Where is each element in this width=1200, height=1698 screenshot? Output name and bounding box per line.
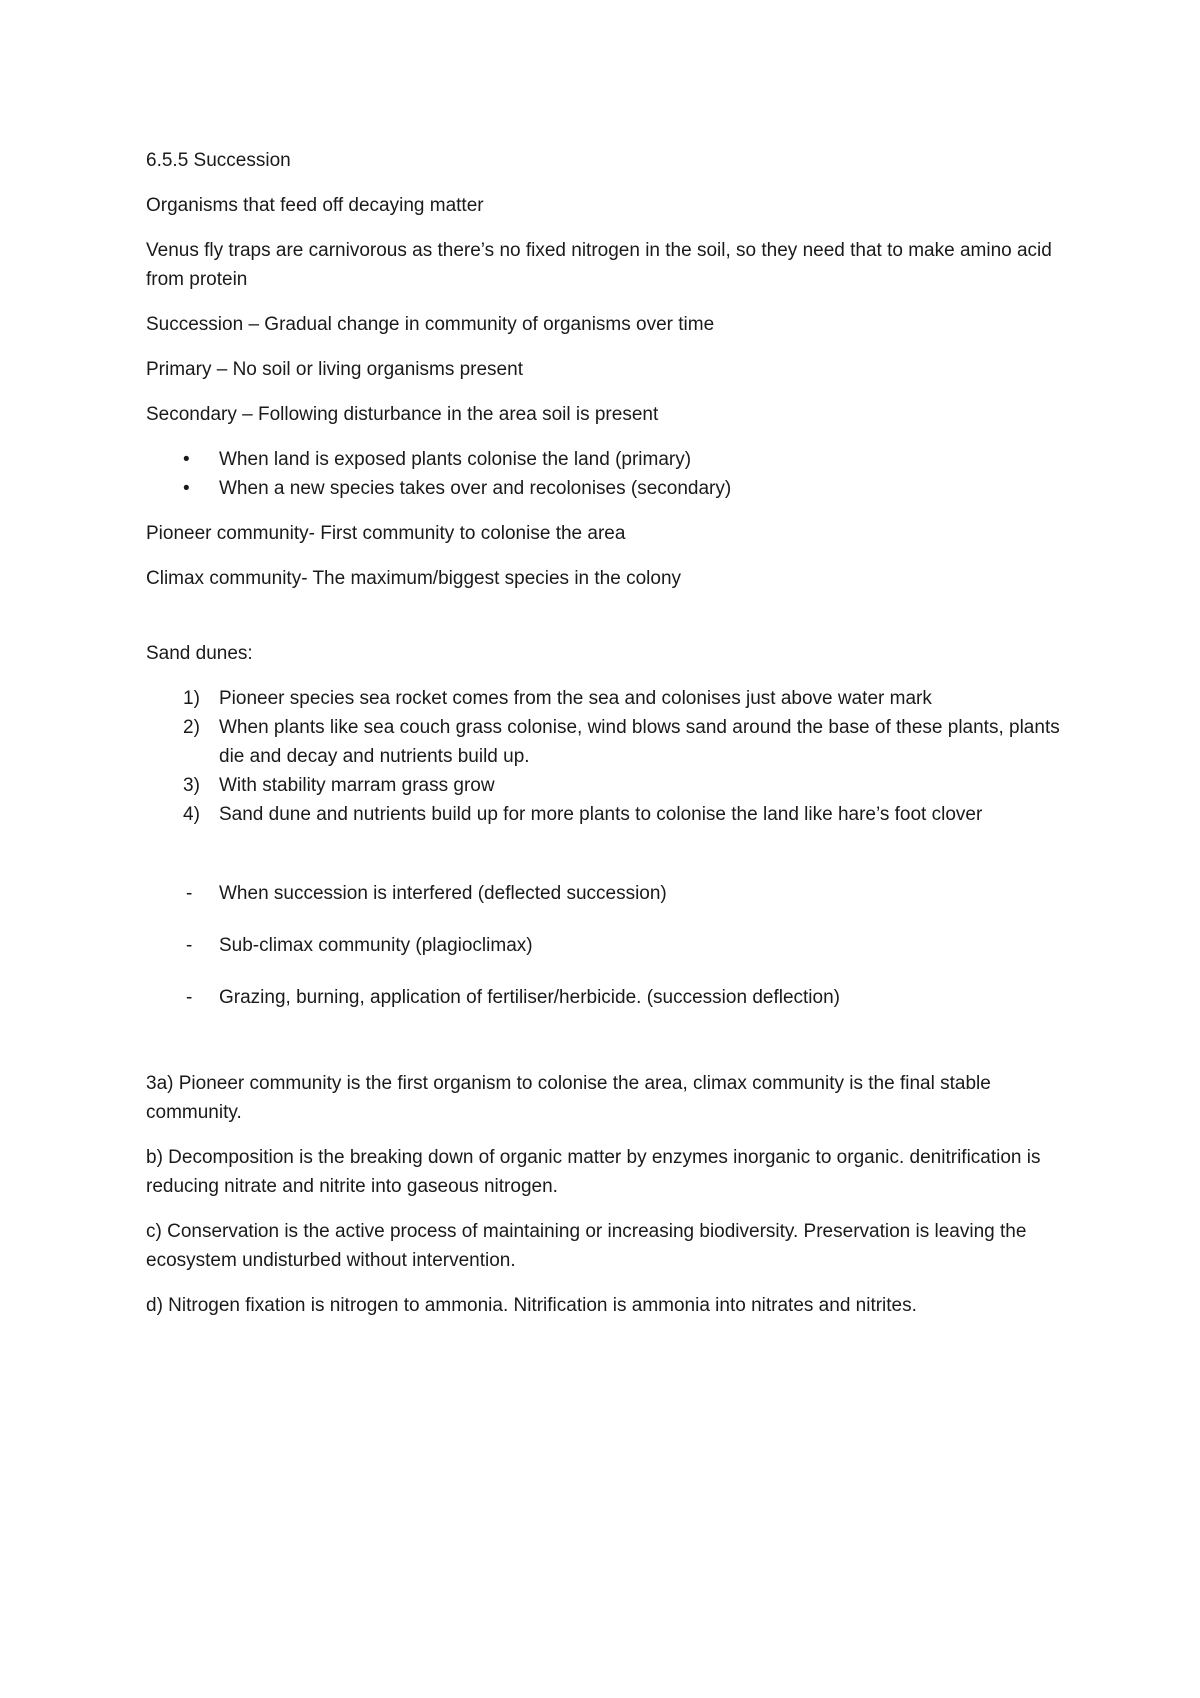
step-text: With stability marram grass grow xyxy=(219,775,495,796)
bullet-marker: • xyxy=(183,478,190,499)
dash-list xyxy=(146,879,1086,1012)
list-item-text: When a new species takes over and recolonises (secondary) xyxy=(219,478,732,499)
sand-dunes-steps xyxy=(146,684,1086,829)
step-number: 4) xyxy=(183,804,200,825)
dash-marker: - xyxy=(186,935,193,956)
section-heading: 6.5.5 Succession xyxy=(146,150,291,171)
list-item xyxy=(146,684,1086,713)
list-item-text: Sub-climax community (plagioclimax) xyxy=(219,935,533,956)
answer-3a: 3a) Pioneer community is the first organism to colonise the area, climax community is the final stable community. xyxy=(146,1073,991,1123)
dash-marker: - xyxy=(186,987,193,1008)
answer-c: c) Conservation is the active process of maintaining or increasing biodiversity. Preservation is leaving the ecosystem undisturbed without intervention. xyxy=(146,1221,1027,1271)
list-item xyxy=(146,445,1086,474)
answer-d: d) Nitrogen fixation is nitrogen to ammonia. Nitrification is ammonia into nitrates and nitrites. xyxy=(146,1295,917,1316)
definition-pioneer-community: Pioneer community- First community to colonise the area xyxy=(146,523,626,544)
step-text: When plants like sea couch grass colonise, wind blows sand around the base of these plants, plants die and decay and nutrients build up. xyxy=(219,717,1060,767)
list-item xyxy=(146,983,1086,1012)
step-text: Sand dune and nutrients build up for more plants to colonise the land like hare’s foot clover xyxy=(219,804,983,825)
paragraph-venus-fly-traps: Venus fly traps are carnivorous as there’s no fixed nitrogen in the soil, so they need that to make amino acid from protein xyxy=(146,240,1052,290)
list-item xyxy=(146,713,1086,771)
spacer xyxy=(146,1035,1086,1069)
definition-secondary: Secondary – Following disturbance in the area soil is present xyxy=(146,404,659,425)
spacer xyxy=(146,845,1086,879)
definition-primary: Primary – No soil or living organisms present xyxy=(146,359,523,380)
list-item-text: When succession is interfered (deflected succession) xyxy=(219,883,667,904)
step-number: 3) xyxy=(183,775,200,796)
bullet-list xyxy=(146,445,1086,503)
definition-succession: Succession – Gradual change in community of organisms over time xyxy=(146,314,715,335)
spacer xyxy=(146,609,1086,639)
list-item xyxy=(146,771,1086,800)
list-item-text: When land is exposed plants colonise the land (primary) xyxy=(219,449,692,470)
step-text: Pioneer species sea rocket comes from the sea and colonises just above water mark xyxy=(219,688,932,709)
sand-dunes-heading: Sand dunes: xyxy=(146,643,253,664)
list-item xyxy=(146,800,1086,829)
list-item-text: Grazing, burning, application of fertiliser/herbicide. (succession deflection) xyxy=(219,987,840,1008)
list-item xyxy=(146,474,1086,503)
answer-b: b) Decomposition is the breaking down of organic matter by enzymes inorganic to organic. denitrification is reducing nitrate and nitrite into gaseous nitrogen. xyxy=(146,1147,1041,1197)
step-number: 1) xyxy=(183,688,200,709)
definition-climax-community: Climax community- The maximum/biggest species in the colony xyxy=(146,568,682,589)
list-item xyxy=(146,879,1086,908)
bullet-marker: • xyxy=(183,449,190,470)
dash-marker: - xyxy=(186,883,193,904)
list-item xyxy=(146,931,1086,960)
document-body xyxy=(146,146,1086,1336)
step-number: 2) xyxy=(183,717,200,738)
paragraph-decay: Organisms that feed off decaying matter xyxy=(146,195,484,216)
